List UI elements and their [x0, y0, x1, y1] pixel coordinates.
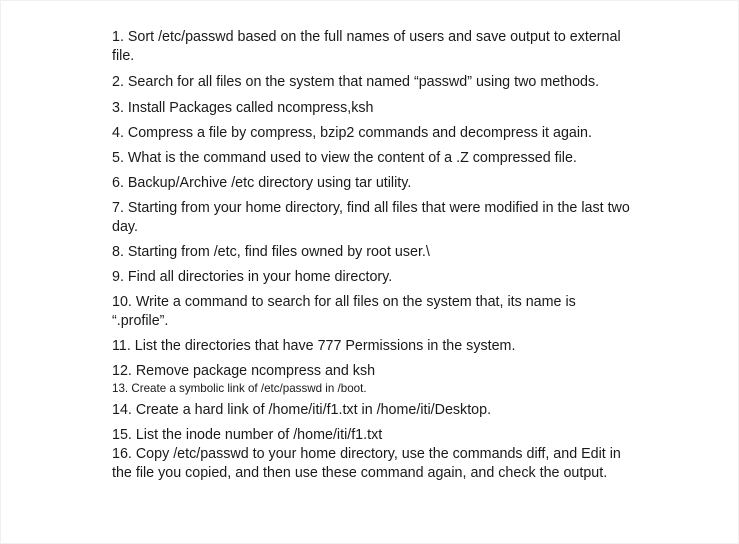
list-item: 15. List the inode number of /home/iti/f1.txt	[112, 427, 383, 443]
list-item: 8. Starting from /etc, find files owned by root user.\	[112, 244, 430, 260]
list-item: 13. Create a symbolic link of /etc/passwd in /boot.	[112, 382, 367, 395]
list-item: 12. Remove package ncompress and ksh	[112, 363, 376, 379]
list-item: 3. Install Packages called ncompress,ksh	[112, 100, 374, 116]
list-item: 7. Starting from your home directory, find all files that were modified in the last two day.	[112, 200, 630, 235]
list-item: 1. Sort /etc/passwd based on the full names of users and save output to external file.	[112, 29, 621, 64]
question-list	[112, 28, 632, 483]
list-item: 14. Create a hard link of /home/iti/f1.txt in /home/iti/Desktop.	[112, 402, 492, 418]
list-item: 9. Find all directories in your home directory.	[112, 269, 393, 285]
list-item: 4. Compress a file by compress, bzip2 commands and decompress it again.	[112, 125, 592, 141]
list-item: 16. Copy /etc/passwd to your home directory, use the commands diff, and Edit in the file you copied, and then use these command again, and check the output.	[112, 446, 621, 481]
list-item: 2. Search for all files on the system that named “passwd” using two methods.	[112, 74, 600, 90]
list-item: 5. What is the command used to view the content of a .Z compressed file.	[112, 150, 577, 166]
list-item: 11. List the directories that have 777 Permissions in the system.	[112, 338, 516, 354]
list-item: 10. Write a command to search for all files on the system that, its name is “.profile”.	[112, 294, 576, 329]
list-item: 6. Backup/Archive /etc directory using tar utility.	[112, 175, 412, 191]
